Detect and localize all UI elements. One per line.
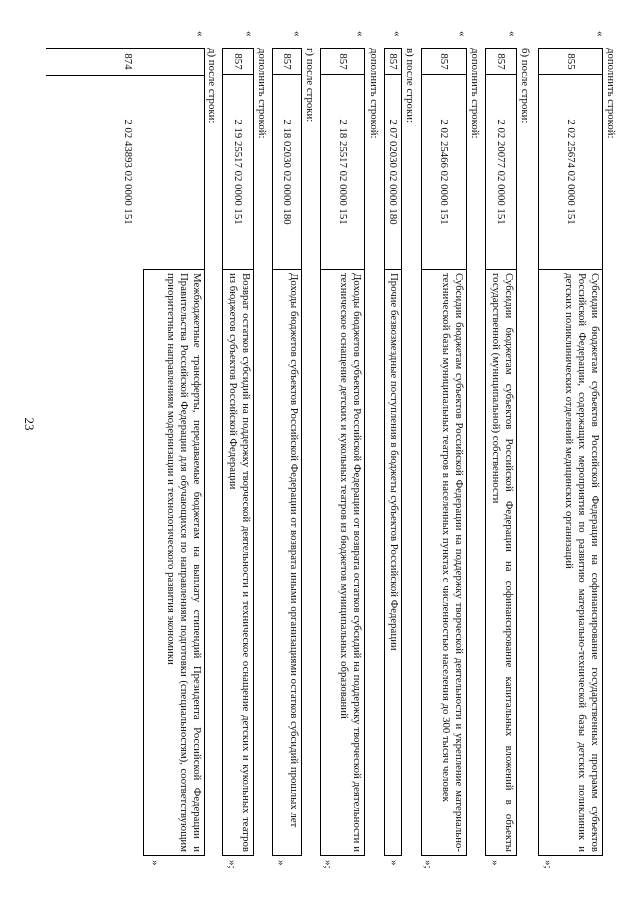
quote-open: «	[594, 31, 606, 37]
table-cell-code: 857	[272, 48, 302, 75]
table-cell-name: Доходы бюджетов субъектов Российской Федерации от возврата остатков субсидий на поддержку творческой деятельности и техническое оснащение детских и кукольных театров из бюджетов муниципальных образований	[320, 269, 365, 856]
quote-open: «	[354, 31, 366, 37]
quote-close: »;	[322, 860, 334, 869]
quote-open: «	[456, 31, 468, 37]
table-cell-name: Субсидии бюджетам субъектов Российской Федерации на поддержку творческой деятельности и укрепление материально-технической базы муниципальных театров в населенных пунктах с численностью населения до 300 тысяч человек	[421, 269, 467, 856]
table-cell-kbk: 2 19 25517 02 0000 151	[222, 75, 254, 269]
table-cell-kbk: 2 02 25674 02 0000 151	[538, 75, 603, 269]
table-cell-kbk: 2 07 02030 02 0000 180	[384, 75, 402, 269]
table-cell-code: 857	[384, 48, 402, 75]
instruction-after-row-b: б) после строки:	[519, 48, 531, 124]
instruction-after-row-v: в) после строки:	[404, 48, 416, 123]
table-cell-kbk: 2 02 43893 02 0000 151	[122, 119, 134, 225]
table-top-border	[204, 48, 205, 269]
quote-close: »	[275, 860, 287, 866]
instruction-add-row: дополнить строкой:	[605, 48, 617, 139]
page-number: 23	[22, 417, 37, 431]
table-cell-kbk: 2 18 25517 02 0000 151	[320, 75, 365, 269]
instruction-add-row: дополнить строкой:	[256, 48, 268, 139]
instruction-add-row: дополнить строкой:	[368, 48, 380, 139]
quote-close: »	[489, 860, 501, 866]
table-cell-kbk: 2 02 20077 02 0000 151	[485, 75, 517, 269]
table-cell-name: Субсидии бюджетам субъектов Российской Федерации на софинансирование капитальных вложений в объекты государственной (муниципальной) собственности	[485, 269, 517, 856]
quote-open: «	[391, 31, 403, 37]
instruction-after-row-g: г) после строки:	[304, 48, 316, 123]
quote-close: »	[388, 860, 400, 866]
table-cell-code: 874	[122, 53, 134, 70]
table-cell-name: Прочие безвозмездные поступления в бюджеты субъектов Российской Федерации	[384, 269, 402, 856]
table-cell-name: Субсидии бюджетам субъектов Российской Федерации на софинансирование государственных программ субъектов Российской Федерации, содержащих мероприятия по развитию материально-технической базы детских поликлиник и детских поликлинических отделений медицинских организаций	[538, 269, 603, 856]
quote-open: «	[291, 31, 303, 37]
amendment-sheet	[46, 31, 617, 881]
table-cell-code: 855	[538, 48, 603, 75]
table-cell-name: Доходы бюджетов субъектов Российской Федерации от возврата иными организациями остатков субсидий прошлых лет	[272, 269, 302, 856]
instruction-after-row-d: д) после строки:	[206, 48, 218, 124]
quote-close: »	[149, 860, 161, 866]
table-cell-kbk: 2 18 02030 02 0000 180	[272, 75, 302, 269]
table-cell-code: 857	[320, 48, 365, 75]
instruction-add-row: дополнить строкой:	[469, 48, 481, 139]
quote-close: »;	[542, 860, 554, 869]
quote-open: «	[194, 31, 206, 37]
quote-open: «	[506, 31, 518, 37]
table-cell-name: Возврат остатков субсидий на поддержку творческой деятельности и техническое оснащение детских и кукольных театров из бюджетов субъектов Российской Федерации	[222, 269, 254, 856]
quote-open: «	[243, 31, 255, 37]
table-cell-name: Межбюджетные трансферты, передаваемые бюджетам на выплату стипендий Президента Российской Федерации и Правительства Российской Федерации для обучающихся по направлениям подготовки (специальностям), соответствующим приоритетным направлениям модернизации и технологического развития экономики	[143, 269, 205, 856]
table-cell-code: 857	[222, 48, 254, 75]
quote-close: »;	[422, 860, 434, 869]
quote-close: »;	[226, 860, 238, 869]
table-cell-code: 857	[485, 48, 517, 75]
table-cell-code: 857	[421, 48, 467, 75]
table-cell-kbk: 2 02 25466 02 0000 151	[421, 75, 467, 269]
